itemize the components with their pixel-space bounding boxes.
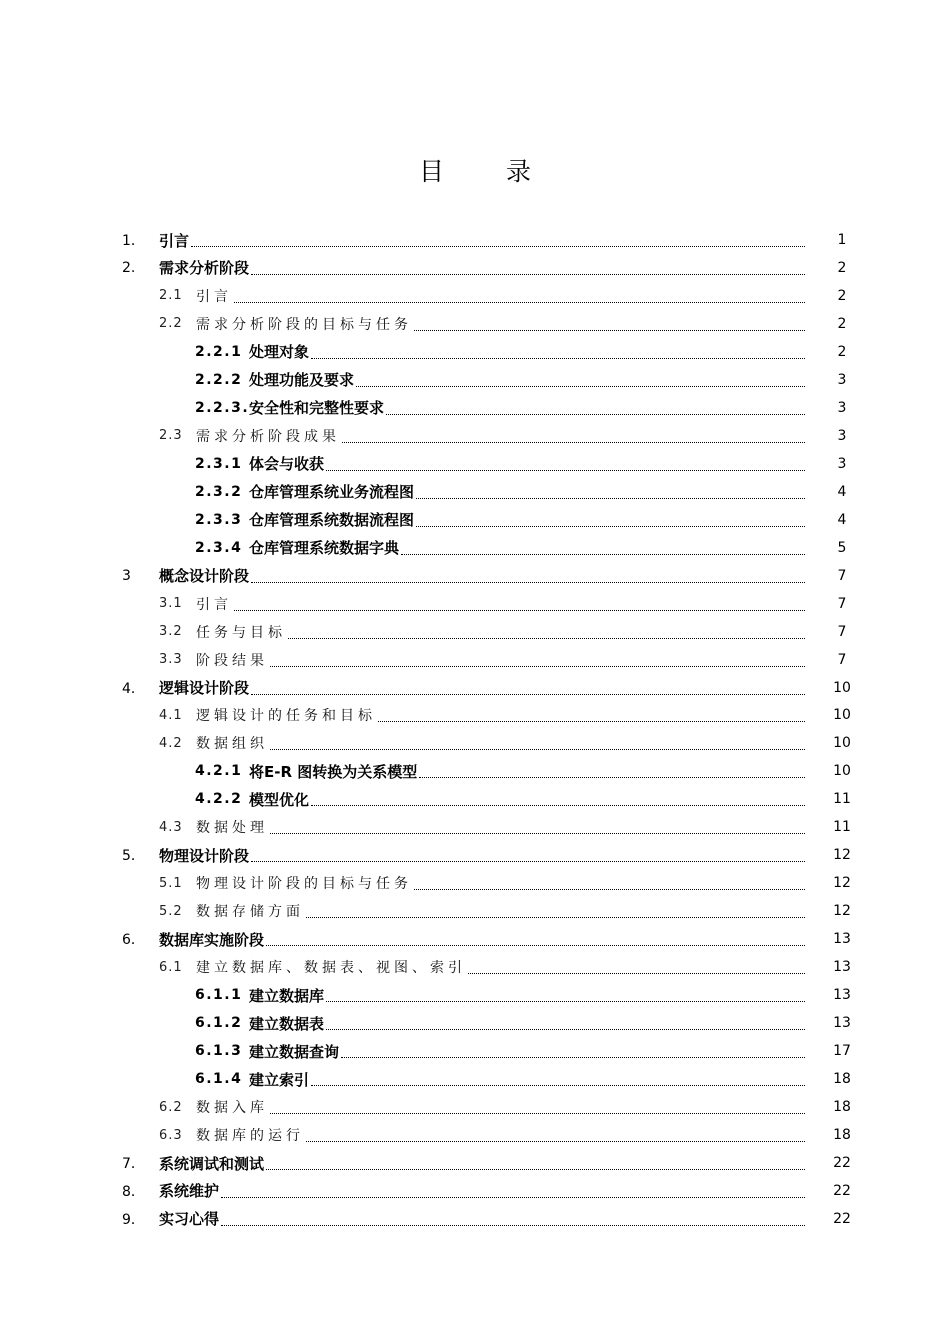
toc-entry[interactable] (0, 366, 950, 394)
toc-dot-leader (306, 1141, 805, 1142)
toc-entry-number: 5.2 (159, 903, 183, 919)
toc-entry-page: 4 (837, 511, 847, 528)
toc-entry-page: 13 (833, 931, 851, 948)
toc-entry-label: 建立数据库 (249, 986, 325, 1005)
toc-entry-label: 阶段结果 (196, 652, 268, 669)
toc-entry-page: 2 (837, 343, 847, 360)
toc-entry[interactable] (0, 869, 950, 897)
toc-dot-leader (414, 889, 805, 890)
toc-dot-leader (288, 638, 805, 639)
toc-entry[interactable] (0, 450, 950, 478)
toc-dot-leader (342, 442, 805, 443)
toc-entry-page: 13 (833, 1015, 851, 1032)
toc-entry-page: 3 (837, 371, 847, 388)
toc-dot-leader (341, 1057, 805, 1058)
toc-entry-number: 7． (122, 1156, 145, 1172)
toc-entry-page: 1 (837, 232, 847, 248)
toc-entry-label: 建立索引 (249, 1070, 310, 1089)
toc-entry-number: 3 (122, 567, 131, 584)
toc-entry-page: 18 (833, 1071, 851, 1088)
toc-entry[interactable] (0, 282, 950, 310)
toc-dot-leader (251, 582, 805, 583)
toc-dot-leader (266, 945, 805, 946)
toc-dot-leader (326, 470, 805, 471)
toc-entry-number: 5.1 (159, 875, 183, 891)
toc-entry-number: 4.3 (159, 819, 183, 835)
toc-entry-page: 18 (833, 1127, 851, 1144)
toc-entry-number: 4.2.2 (195, 791, 243, 808)
toc-entry[interactable] (0, 1093, 950, 1121)
toc-entry-number: 2.2 (159, 316, 183, 332)
toc-entry[interactable] (0, 841, 950, 869)
toc-entry-number: 6.2 (159, 1099, 183, 1115)
toc-entry-number: 6.1.1 (195, 987, 243, 1004)
toc-dot-leader (468, 973, 805, 974)
toc-dot-leader (378, 721, 805, 722)
toc-entry-number: 6.1.3 (195, 1043, 243, 1060)
toc-entry[interactable] (0, 1149, 950, 1177)
toc-dot-leader (416, 498, 805, 499)
toc-entry[interactable] (0, 757, 950, 785)
toc-dot-leader (221, 1197, 805, 1198)
toc-entry-label: 安全性和完整性要求 (249, 399, 385, 418)
toc-entry[interactable] (0, 1121, 950, 1149)
toc-entry-label: 逻辑设计阶段 (159, 679, 250, 698)
toc-entry[interactable] (0, 226, 950, 254)
toc-entry-number: 8． (122, 1183, 145, 1200)
toc-entry[interactable] (0, 897, 950, 925)
toc-entry-number: 4.1 (159, 707, 183, 723)
toc-entry-number: 6． (122, 932, 145, 949)
toc-dot-leader (414, 330, 805, 331)
toc-dot-leader (251, 694, 805, 695)
toc-entry[interactable] (0, 590, 950, 618)
toc-entry-label: 数据组织 (196, 736, 268, 753)
toc-entry-page: 2 (837, 315, 847, 332)
toc-entry-number: 2.3.3 (195, 511, 243, 528)
toc-entry-label: 建立数据表 (249, 1014, 325, 1033)
toc-entry-label: 引言 (159, 231, 190, 250)
toc-entry-number: 9． (122, 1211, 145, 1228)
toc-entry-page: 3 (837, 455, 847, 472)
toc-entry-page: 10 (833, 763, 851, 780)
toc-entry-label: 将E-R 图转换为关系模型 (249, 762, 418, 781)
toc-dot-leader (311, 1085, 805, 1086)
toc-entry-label: 建立数据库、数据表、视图、索引 (196, 960, 466, 977)
toc-entry-page: 12 (833, 903, 851, 920)
toc-dot-leader (401, 554, 805, 555)
toc-entry-page: 7 (837, 595, 847, 612)
toc-entry-page: 10 (833, 679, 851, 696)
toc-dot-leader (234, 610, 805, 611)
toc-entry-page: 17 (833, 1043, 851, 1060)
toc-entry[interactable] (0, 813, 950, 841)
toc-entry-number: 2.1 (159, 288, 183, 304)
toc-entry-label: 引言 (196, 596, 232, 613)
toc-entry[interactable] (0, 338, 950, 366)
toc-dot-leader (251, 274, 805, 275)
toc-entry[interactable] (0, 1037, 950, 1065)
toc-dot-leader (270, 749, 805, 750)
toc-entry-label: 数据入库 (196, 1100, 268, 1117)
toc-entry-page: 5 (837, 539, 847, 556)
toc-dot-leader (251, 861, 805, 862)
toc-entry-label: 建立数据查询 (249, 1042, 340, 1061)
toc-entry[interactable] (0, 1177, 950, 1205)
toc-entry-page: 11 (833, 819, 851, 836)
toc-entry-label: 数据库的运行 (196, 1128, 304, 1145)
toc-entry[interactable] (0, 953, 950, 981)
page-title: 目录 (418, 157, 593, 186)
toc-dot-leader (221, 1225, 805, 1226)
toc-dot-leader (419, 777, 805, 778)
toc-entry-number: 4.2 (159, 735, 183, 751)
toc-entry-page: 2 (837, 259, 847, 276)
toc-entry-page: 7 (837, 651, 847, 668)
toc-entry-page: 7 (837, 567, 847, 584)
toc-entry-number: 5． (122, 848, 145, 865)
toc-entry-label: 处理功能及要求 (249, 371, 355, 390)
toc-entry-label: 仓库管理系统业务流程图 (249, 483, 415, 502)
toc-entry-number: 2.2.3. (195, 399, 250, 416)
toc-entry-label: 实习心得 (159, 1210, 220, 1229)
toc-entry-page: 11 (833, 791, 851, 808)
toc-entry[interactable] (0, 618, 950, 646)
toc-entry-label: 仓库管理系统数据字典 (249, 539, 400, 558)
toc-entry-label: 系统调试和测试 (159, 1154, 265, 1173)
toc-entry-page: 22 (833, 1155, 851, 1171)
toc-dot-leader (386, 414, 805, 415)
toc-dot-leader (270, 833, 805, 834)
toc-entry-label: 逻辑设计的任务和目标 (196, 708, 376, 725)
toc-entry-page: 12 (833, 875, 851, 892)
toc-entry[interactable] (0, 310, 950, 338)
toc-entry-page: 2 (837, 287, 847, 304)
toc-entry-page: 3 (837, 399, 847, 416)
toc-entry-page: 22 (833, 1182, 851, 1199)
toc-entry-label: 数据库实施阶段 (159, 930, 265, 949)
toc-entry-number: 2.2.1 (195, 343, 243, 360)
toc-entry-label: 任务与目标 (196, 624, 286, 641)
toc-entry-page: 22 (833, 1210, 851, 1227)
toc-entry-number: 2.3.2 (195, 483, 243, 500)
toc-dot-leader (311, 358, 805, 359)
toc-entry-label: 物理设计阶段 (159, 846, 250, 865)
toc-dot-leader (270, 666, 805, 667)
toc-dot-leader (266, 1169, 805, 1170)
toc-entry-label: 数据处理 (196, 820, 268, 837)
toc-entry-number: 2.3.1 (195, 455, 243, 472)
toc-dot-leader (311, 805, 805, 806)
toc-entry-page: 7 (837, 623, 847, 640)
toc-entry-number: 6.3 (159, 1127, 183, 1143)
toc-entry-label: 需求分析阶段 (159, 259, 250, 278)
toc-entry-page: 18 (833, 1099, 851, 1116)
toc-entry-number: 1． (122, 233, 145, 249)
toc-entry-number: 6.1.2 (195, 1015, 243, 1032)
toc-entry-label: 处理对象 (249, 343, 310, 362)
toc-entry-number: 2.2.2 (195, 371, 243, 388)
toc-entry-label: 引言 (196, 288, 232, 305)
toc-entry[interactable] (0, 925, 950, 953)
toc-entry[interactable] (0, 701, 950, 729)
toc-dot-leader (326, 1029, 805, 1030)
toc-entry-number: 6.1 (159, 959, 183, 975)
toc-entry-number: 3.1 (159, 596, 183, 612)
toc-dot-leader (416, 526, 805, 527)
toc-entry[interactable] (0, 422, 950, 450)
toc-entry[interactable] (0, 1065, 950, 1093)
toc-entry[interactable] (0, 981, 950, 1009)
toc-entry-number: 2.3.4 (195, 539, 243, 556)
toc-entry-number: 2. (122, 259, 136, 276)
toc-dot-leader (191, 246, 805, 247)
toc-entry[interactable] (0, 534, 950, 562)
toc-entry-page: 10 (833, 707, 851, 724)
toc-entry-page: 10 (833, 735, 851, 752)
toc-entry-number: 6.1.4 (195, 1071, 243, 1088)
toc-dot-leader (326, 1001, 805, 1002)
toc-entry-page: 13 (833, 959, 851, 976)
toc-entry-number: 3.3 (159, 652, 183, 668)
toc-entry[interactable] (0, 729, 950, 757)
toc-entry[interactable] (0, 785, 950, 813)
toc-entry[interactable] (0, 478, 950, 506)
toc-entry-label: 模型优化 (249, 790, 310, 809)
toc-dot-leader (270, 1113, 805, 1114)
toc-entry-label: 体会与收获 (249, 455, 325, 474)
toc-entry-label: 概念设计阶段 (159, 567, 250, 586)
toc-entry-number: 2.3 (159, 428, 183, 444)
toc-entry-number: 3.2 (159, 624, 183, 640)
toc-entry-page: 4 (837, 483, 847, 500)
toc-entry-label: 需求分析阶段成果 (196, 428, 340, 445)
toc-entry[interactable] (0, 394, 950, 422)
toc-entry[interactable] (0, 674, 950, 702)
toc-dot-leader (356, 386, 805, 387)
toc-entry-label: 系统维护 (159, 1182, 220, 1201)
toc-entry-label: 物理设计阶段的目标与任务 (196, 876, 412, 893)
toc-entry[interactable] (0, 254, 950, 282)
toc-dot-leader (306, 917, 805, 918)
toc-entry-page: 3 (837, 427, 847, 444)
toc-entry[interactable] (0, 1009, 950, 1037)
toc-entry-number: 4． (122, 680, 145, 697)
toc-entry-number: 4.2.1 (195, 763, 243, 780)
toc-dot-leader (234, 302, 805, 303)
toc-entry[interactable] (0, 1205, 950, 1233)
toc-entry-page: 13 (833, 987, 851, 1004)
toc-entry[interactable] (0, 562, 950, 590)
toc-entry-page: 12 (833, 847, 851, 864)
toc-entry[interactable] (0, 646, 950, 674)
toc-entry-label: 数据存储方面 (196, 904, 304, 921)
toc-entry-label: 仓库管理系统数据流程图 (249, 511, 415, 530)
toc-entry-label: 需求分析阶段的目标与任务 (196, 316, 412, 333)
toc-entry[interactable] (0, 506, 950, 534)
